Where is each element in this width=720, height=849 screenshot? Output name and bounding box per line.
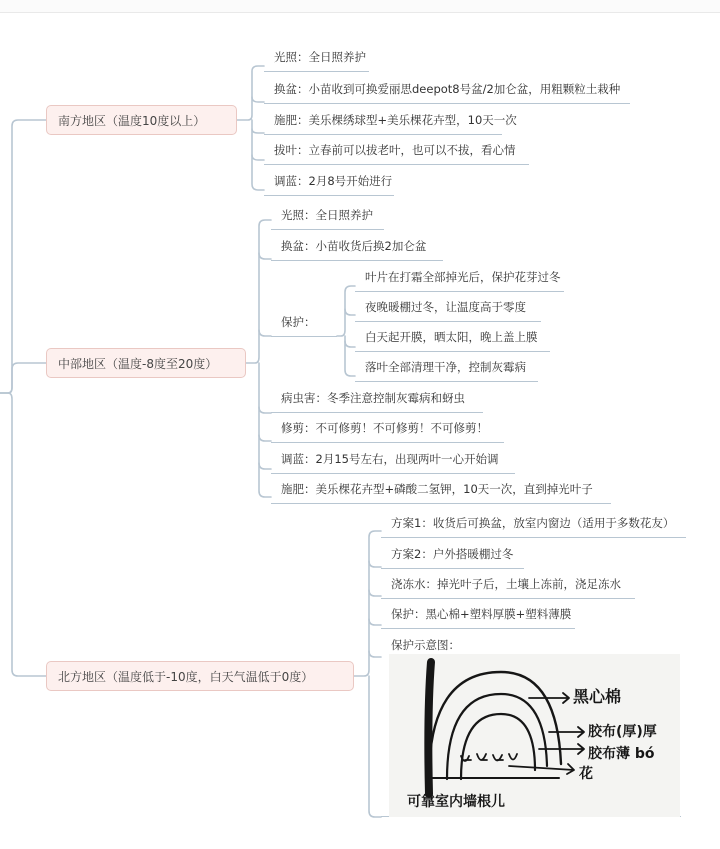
- link-protect-leaf-3: [345, 341, 355, 347]
- north-leaf-protect[interactable]: 保护：黑心棉+塑料厚膜+塑料薄膜: [381, 601, 575, 629]
- sketch-label-thick-film: 胶布(厚)厚: [588, 724, 657, 740]
- link-north-leaf-2: [369, 561, 381, 567]
- region-title-north: 北方地区（温度低于-10度，白天气温低于0度）: [58, 670, 314, 684]
- central-leaf-fertilize[interactable]: 施肥：美乐棵花卉型+磷酸二氢钾，10天一次，直到掉光叶子: [271, 476, 611, 504]
- sketch-label-flower: 花: [579, 766, 593, 782]
- region-node-south[interactable]: [46, 105, 237, 135]
- south-leaf-repot[interactable]: 换盆：小苗收到可换爱丽思deepot8号盆/2加仑盆，用粗颗粒土栽种: [264, 76, 630, 104]
- link-central-leaf-blue: [259, 463, 271, 469]
- sketch-label-wall: 可靠室内墙根儿: [407, 794, 505, 810]
- central-leaf-repot[interactable]: 换盆：小苗收货后换2加仑盆: [271, 233, 443, 261]
- central-leaf-light[interactable]: 光照：全日照养护: [271, 202, 384, 230]
- sketch-flowers: [461, 754, 517, 761]
- protect-leaf-1[interactable]: 叶片在打霜全部掉光后，保护花芽过冬: [355, 264, 564, 292]
- south-leaf-fertilize[interactable]: 施肥：美乐棵绣球型+美乐棵花卉型，10天一次: [264, 107, 502, 135]
- north-leaf-diagram-title[interactable]: 保护示意图：: [391, 638, 460, 652]
- link-north-leaf-4: [369, 619, 381, 625]
- link-south-leaf-4: [252, 155, 264, 160]
- sketch-arc-inner: [461, 714, 535, 779]
- region-title-south: 南方地区（温度10度以上）: [58, 114, 206, 128]
- link-south-leaf-3: [252, 129, 264, 133]
- protect-leaf-4[interactable]: 落叶全部清理干净，控制灰霉病: [355, 354, 538, 382]
- region-node-north[interactable]: [46, 661, 354, 691]
- protect-leaf-3[interactable]: 白天起开膜，晒太阳，晚上盖上膜: [355, 324, 550, 352]
- region-title-central: 中部地区（温度-8度至20度）: [58, 357, 218, 371]
- link-central-leaf-repot: [259, 253, 271, 259]
- link-root-central: [0, 363, 46, 393]
- north-leaf-frost-water[interactable]: 浇冻水：掉光叶子后，土壤上冻前，浇足冻水: [381, 571, 635, 599]
- link-south-trunk: [237, 66, 264, 190]
- sketch-arrow-flower: [509, 764, 574, 774]
- sketch-label-thin-film: 胶布薄 bó: [588, 746, 655, 762]
- south-leaf-bluing[interactable]: 调蓝：2月8号开始进行: [264, 168, 394, 196]
- sketch-label-black-cotton: 黑心棉: [573, 687, 622, 706]
- central-leaf-bluing[interactable]: 调蓝：2月15号左右，出现两叶一心开始调: [271, 446, 515, 474]
- central-leaf-prune[interactable]: 修剪：不可修剪！不可修剪！不可修剪！: [271, 415, 504, 443]
- protection-sketch: [389, 654, 680, 817]
- south-leaf-leaf-removal[interactable]: 拔叶：立春前可以拔老叶，也可以不拔，看心情: [264, 137, 529, 165]
- south-leaf-light[interactable]: 光照：全日照养护: [264, 44, 369, 72]
- link-protect-trunk: [337, 286, 355, 376]
- link-central-trunk: [246, 220, 271, 497]
- link-south-leaf-2: [252, 97, 264, 102]
- link-root-north: [0, 393, 46, 676]
- sketch-arrow-thick-film: [549, 727, 584, 737]
- north-leaf-plan-1[interactable]: 方案1：收货后可换盆，放室内窗边（适用于多数花友）: [381, 510, 686, 538]
- link-central-leaf-pest: [259, 407, 271, 413]
- link-root-south: [0, 120, 46, 393]
- protection-sketch-photo[interactable]: [389, 654, 680, 817]
- link-north-trunk: [354, 531, 381, 817]
- central-leaf-pest[interactable]: 病虫害：冬季注意控制灰霉病和蚜虫: [271, 385, 483, 413]
- link-central-leaf-prune: [259, 435, 271, 441]
- link-protect-leaf-2: [345, 309, 355, 315]
- link-north-leaf-5: [369, 651, 381, 657]
- link-central-leaf-protect: [259, 330, 271, 336]
- north-leaf-plan-2[interactable]: 方案2：户外搭暖棚过冬: [381, 541, 524, 569]
- protect-leaf-2[interactable]: 夜晚暖棚过冬，让温度高于零度: [355, 294, 541, 322]
- link-north-leaf-3: [369, 590, 381, 596]
- region-node-central[interactable]: [46, 348, 246, 378]
- central-leaf-protect[interactable]: 保护：: [271, 309, 337, 337]
